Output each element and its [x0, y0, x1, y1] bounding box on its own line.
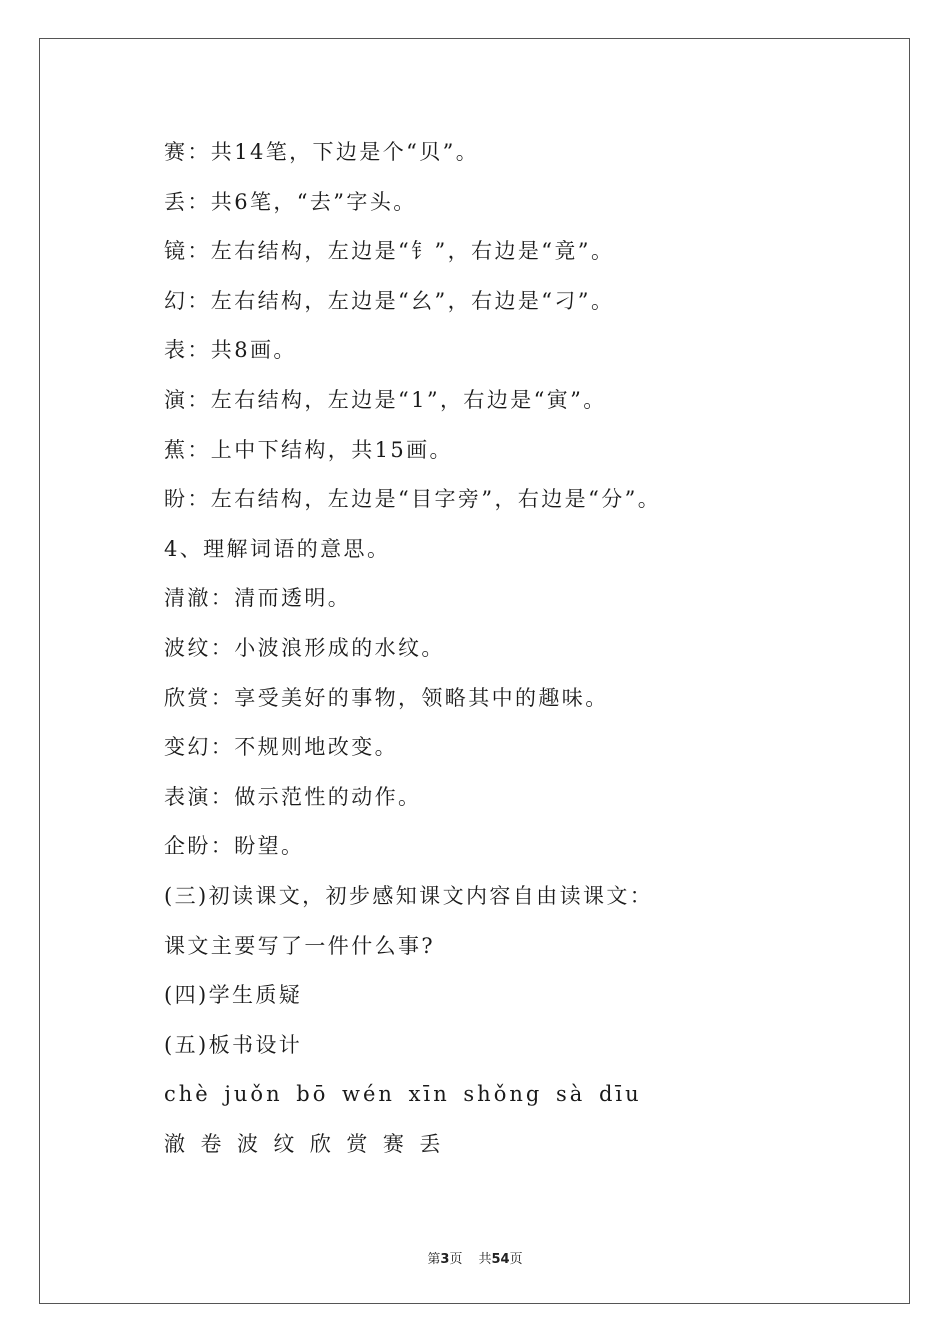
- text-line: 变幻：不规则地改变。: [164, 735, 398, 760]
- text-line: 表：共8画。: [164, 338, 297, 363]
- total-suffix: 页: [509, 1252, 523, 1267]
- text-line: 演：左右结构，左边是“1”，右边是“寅”。: [164, 387, 607, 412]
- section-heading: 4、理解词语的意思。: [164, 536, 391, 561]
- text-line: 镜：左右结构，左边是“钅”，右边是“竟”。: [164, 239, 615, 264]
- text-line: 幻：左右结构，左边是“幺”，右边是“刁”。: [164, 288, 615, 313]
- total-prefix: 共: [478, 1252, 492, 1267]
- section-heading: (三)初读课文，初步感知课文内容自由读课文：: [164, 883, 654, 908]
- text-line: 波纹：小波浪形成的水纹。: [164, 635, 445, 660]
- text-line: 表演：做示范性的动作。: [164, 784, 422, 809]
- text-line: 清澈：清而透明。: [164, 586, 352, 611]
- text-line: 蕉：上中下结构，共15画。: [164, 437, 453, 462]
- hanzi-line: 澈 卷 波 纹 欣 赏 赛 丢: [164, 1131, 443, 1156]
- section-heading: (四)学生质疑: [164, 983, 303, 1008]
- text-line: 欣赏：享受美好的事物，领略其中的趣味。: [164, 685, 609, 710]
- text-line: 课文主要写了一件什么事?: [164, 933, 436, 958]
- total-pages: 54: [491, 1252, 510, 1267]
- page-footer: [0, 1248, 950, 1267]
- page-number: 3: [440, 1252, 450, 1267]
- section-heading: (五)板书设计: [164, 1032, 303, 1057]
- document-body: [164, 128, 864, 1169]
- text-line: 盼：左右结构，左边是“目字旁”，右边是“分”。: [164, 487, 662, 512]
- text-line: 丢：共6笔，“去”字头。: [164, 189, 417, 214]
- text-line: 赛：共14笔，下边是个“贝”。: [164, 140, 480, 164]
- pinyin-line: chè juǒn bō wén xīn shǒng sà dīu: [164, 1082, 642, 1107]
- page-suffix: 页: [449, 1252, 463, 1267]
- page-prefix: 第: [427, 1252, 441, 1267]
- text-line: 企盼：盼望。: [164, 834, 305, 859]
